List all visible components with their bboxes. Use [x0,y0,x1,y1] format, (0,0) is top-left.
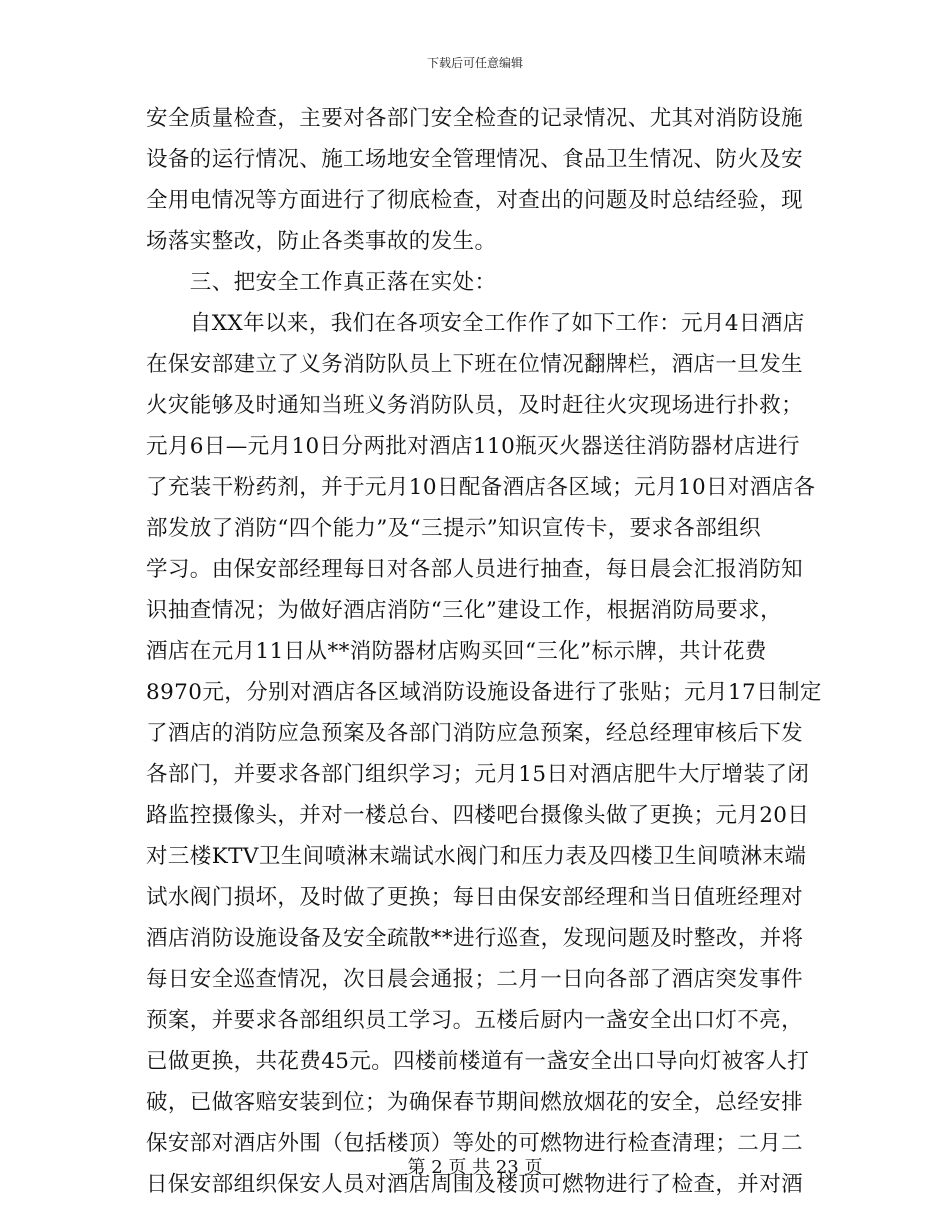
text-line: 各部门，并要求各部门组织学习；元月15日对酒店肥牛大厅增装了闭 [146,762,810,787]
text-line: 识抽查情况；为做好酒店消防“三化”建设工作，根据消防局要求， [146,598,782,623]
text-line: 日保安部组织保安人员对酒店周围及楼顶可燃物进行了检查，并对酒 [146,1172,804,1197]
text-line: 场落实整改，防止各类事故的发生。 [146,229,497,254]
text-line: 破，已做客赔安装到位；为确保春节期间燃放烟花的安全，总经安排 [146,1090,804,1115]
text-line: 元月6日—元月10日分两批对酒店110瓶灭火器送往消防器材店进行 [146,434,800,459]
text-line: 自XX年以来，我们在各项安全工作作了如下工作：元月4日酒店 [146,311,805,336]
text-line: 设备的运行情况、施工场地安全管理情况、食品卫生情况、防火及安 [146,147,804,172]
text-line: 安全质量检查，主要对各部门安全检查的记录情况、尤其对消防设施 [146,106,804,131]
text-line: 保安部对酒店外围（包括楼顶）等处的可燃物进行检查清理；二月二 [146,1131,804,1156]
text-line: 对三楼KTV卫生间喷淋末端试水阀门和压力表及四楼卫生间喷淋末端 [146,844,807,869]
text-line: 预案，并要求各部组织员工学习。五楼后厨内一盏安全出口灯不亮， [146,1008,804,1033]
text-line: 酒店消防设施设备及安全疏散**进行巡查，发现问题及时整改，并将 [146,926,804,951]
text-line: 已做更换，共花费45元。四楼前楼道有一盏安全出口导向灯被客人打 [146,1049,810,1074]
text-line: 每日安全巡查情况，次日晨会通报；二月一日向各部了酒店突发事件 [146,967,804,992]
text-line: 火灾能够及时通知当班义务消防队员，及时赶往火灾现场进行扑救； [146,393,804,418]
text-line: 了充装干粉药剂，并于元月10日配备酒店各区域；元月10日对酒店各 [146,475,816,500]
page-number: 第 2 页 共 23 页 [407,1157,543,1178]
page-header: 下载后可任意编辑 [426,56,523,70]
section-heading: 三、把安全工作真正落在实处： [146,270,497,295]
text-line: 试水阀门损坏，及时做了更换；每日由保安部经理和当日值班经理对 [146,885,804,910]
text-line: 在保安部建立了义务消防队员上下班在位情况翻牌栏，酒店一旦发生 [146,352,804,377]
text-line: 路监控摄像头，并对一楼总台、四楼吧台摄像头做了更换；元月20日 [146,803,810,828]
text-line: 学习。由保安部经理每日对各部人员进行抽查，每日晨会汇报消防知 [146,557,804,582]
text-line: 全用电情况等方面进行了彻底检查，对查出的问题及时总结经验，现 [146,188,804,213]
text-line: 8970元，分别对酒店各区域消防设施设备进行了张贴；元月17日制定 [146,680,822,705]
document-body [146,98,822,1205]
text-line: 酒店在元月11日从**消防器材店购买回“三化”标示牌，共计花费 [146,639,767,664]
text-line: 部发放了消防“四个能力”及“三提示”知识宣传卡，要求各部组织 [146,516,761,541]
text-line: 了酒店的消防应急预案及各部门消防应急预案，经总经理审核后下发 [146,721,804,746]
